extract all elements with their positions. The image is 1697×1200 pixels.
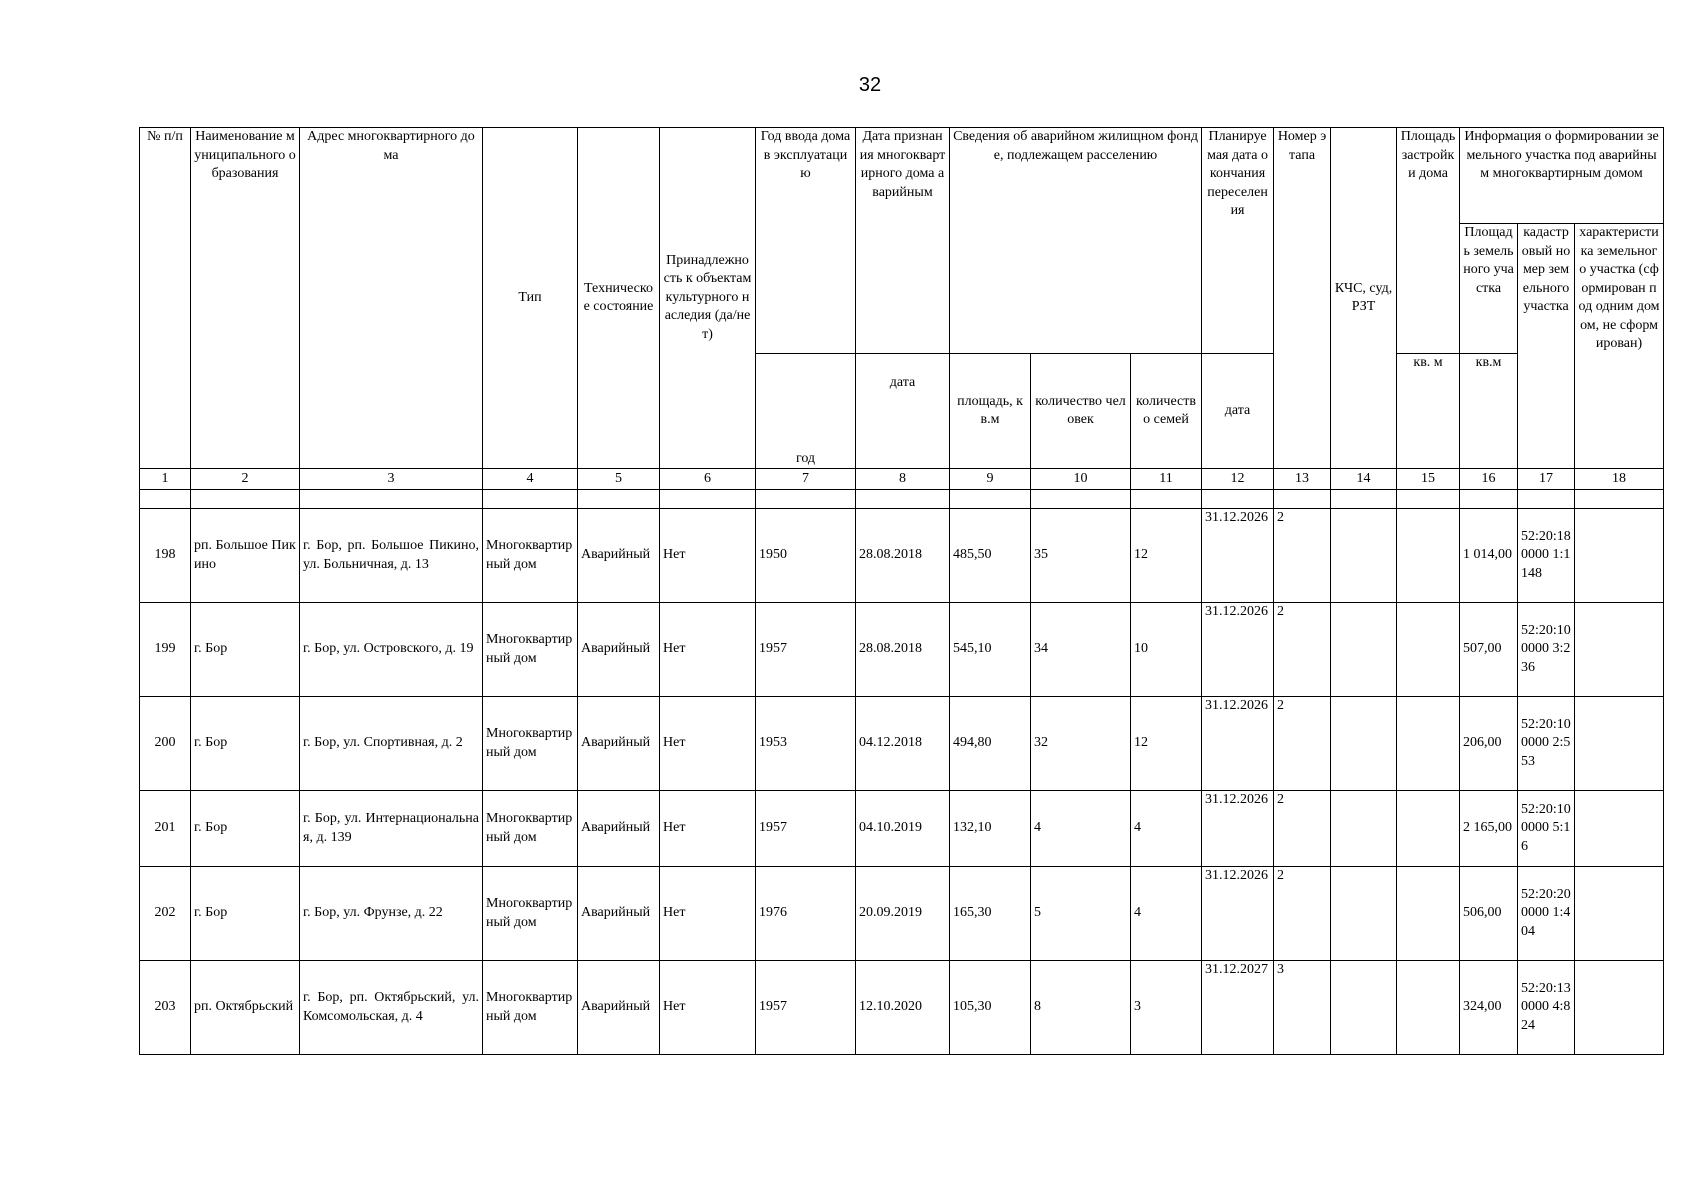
column-number: 4 [483, 469, 578, 490]
cell-heritage: Нет [660, 791, 756, 867]
header-building-area: Площадь застройки дома [1397, 128, 1460, 354]
column-number: 12 [1202, 469, 1274, 490]
cell-stage-number: 2 [1274, 509, 1331, 603]
cell-row-number: 199 [140, 603, 191, 697]
cell-building-area [1397, 961, 1460, 1055]
page-number: 32 [858, 74, 882, 96]
column-number: 7 [756, 469, 856, 490]
cell-land-area: 507,00 [1460, 603, 1518, 697]
cell-kchs [1331, 867, 1397, 961]
cell-row-number: 201 [140, 791, 191, 867]
header-technical-state: Техническое состояние [578, 128, 660, 469]
column-number: 8 [856, 469, 950, 490]
header-cadastral-number: кадастровый номер земельного участка [1518, 224, 1575, 469]
column-number: 18 [1575, 469, 1664, 490]
cell-planned-date: 31.12.2026 [1202, 867, 1274, 961]
column-numbers-row [140, 469, 1664, 490]
header-land-group: Информация о формировании земельного участка под аварийным многоквартирным домом [1460, 128, 1664, 224]
cell-commission-year: 1957 [756, 603, 856, 697]
emergency-housing-table [139, 127, 1664, 1055]
cell-row-number: 203 [140, 961, 191, 1055]
cell-land-characteristic [1575, 867, 1664, 961]
cell-address: г. Бор, ул. Спортивная, д. 2 [300, 697, 483, 791]
cell-municipality: г. Бор [191, 791, 300, 867]
cell-kchs [1331, 961, 1397, 1055]
cell-area: 485,50 [950, 509, 1031, 603]
cell-people-count: 34 [1031, 603, 1131, 697]
cell-municipality: рп. Октябрьский [191, 961, 300, 1055]
cell-building-type: Многоквартирный дом [483, 509, 578, 603]
cell-row-number: 202 [140, 867, 191, 961]
cell-area: 132,10 [950, 791, 1031, 867]
header-emergency-date: Дата признания многоквартирного дома аварийным [856, 128, 950, 354]
cell-land-area: 2 165,00 [1460, 791, 1518, 867]
cell-stage-number: 3 [1274, 961, 1331, 1055]
cell-heritage: Нет [660, 961, 756, 1055]
column-number: 1 [140, 469, 191, 490]
column-number: 9 [950, 469, 1031, 490]
cell-land-area: 506,00 [1460, 867, 1518, 961]
table-row [140, 697, 1664, 791]
column-number: 6 [660, 469, 756, 490]
cell-building-area [1397, 867, 1460, 961]
table-header [140, 128, 1664, 509]
spacer-row [140, 490, 1664, 509]
cell-cadastral-number: 52:20:200000 1:404 [1518, 867, 1575, 961]
cell-stage-number: 2 [1274, 603, 1331, 697]
column-number: 10 [1031, 469, 1131, 490]
cell-address: г. Бор, рп. Октябрьский, ул. Комсомольская, д. 4 [300, 961, 483, 1055]
cell-kchs [1331, 791, 1397, 867]
cell-heritage: Нет [660, 603, 756, 697]
cell-building-type: Многоквартирный дом [483, 603, 578, 697]
column-number: 17 [1518, 469, 1575, 490]
cell-technical-state: Аварийный [578, 867, 660, 961]
cell-land-characteristic [1575, 509, 1664, 603]
cell-land-characteristic [1575, 697, 1664, 791]
column-number: 16 [1460, 469, 1518, 490]
cell-family-count: 3 [1131, 961, 1202, 1055]
column-number: 5 [578, 469, 660, 490]
cell-cadastral-number: 52:20:130000 4:824 [1518, 961, 1575, 1055]
cell-land-characteristic [1575, 961, 1664, 1055]
cell-emergency-date: 04.10.2019 [856, 791, 950, 867]
cell-address: г. Бор, ул. Фрунзе, д. 22 [300, 867, 483, 961]
cell-heritage: Нет [660, 509, 756, 603]
cell-heritage: Нет [660, 697, 756, 791]
cell-land-characteristic [1575, 791, 1664, 867]
cell-emergency-date: 12.10.2020 [856, 961, 950, 1055]
cell-family-count: 12 [1131, 697, 1202, 791]
header-municipality: Наименование муниципального образования [191, 128, 300, 469]
table-row [140, 791, 1664, 867]
cell-address: г. Бор, рп. Большое Пикино, ул. Больничная, д. 13 [300, 509, 483, 603]
table-row [140, 961, 1664, 1055]
cell-planned-date: 31.12.2026 [1202, 791, 1274, 867]
cell-municipality: рп. Большое Пикино [191, 509, 300, 603]
cell-commission-year: 1950 [756, 509, 856, 603]
cell-cadastral-number: 52:20:100000 2:553 [1518, 697, 1575, 791]
cell-technical-state: Аварийный [578, 791, 660, 867]
table-row [140, 509, 1664, 603]
cell-stage-number: 2 [1274, 697, 1331, 791]
cell-people-count: 5 [1031, 867, 1131, 961]
cell-emergency-date: 04.12.2018 [856, 697, 950, 791]
column-number: 13 [1274, 469, 1331, 490]
cell-building-area [1397, 603, 1460, 697]
cell-commission-year: 1957 [756, 791, 856, 867]
cell-heritage: Нет [660, 867, 756, 961]
header-address: Адрес многоквартирного дома [300, 128, 483, 469]
cell-family-count: 12 [1131, 509, 1202, 603]
column-number: 2 [191, 469, 300, 490]
cell-commission-year: 1957 [756, 961, 856, 1055]
cell-kchs [1331, 697, 1397, 791]
header-kchs: КЧС, суд, РЗТ [1331, 128, 1397, 469]
cell-kchs [1331, 509, 1397, 603]
table-row [140, 867, 1664, 961]
cell-family-count: 10 [1131, 603, 1202, 697]
cell-emergency-date: 28.08.2018 [856, 509, 950, 603]
header-planned-date-unit: дата [1202, 354, 1274, 469]
cell-stage-number: 2 [1274, 791, 1331, 867]
cell-land-characteristic [1575, 603, 1664, 697]
cell-kchs [1331, 603, 1397, 697]
header-year-unit: год [756, 354, 856, 469]
header-land-area-unit: кв.м [1460, 354, 1518, 469]
header-people-count: количество человек [1031, 354, 1131, 469]
cell-area: 494,80 [950, 697, 1031, 791]
header-cultural-heritage: Принадлежность к объектам культурного наследия (да/нет) [660, 128, 756, 469]
header-land-characteristic: характеристика земельного участка (сформирован под одним домом, не сформирован) [1575, 224, 1664, 469]
cell-planned-date: 31.12.2027 [1202, 961, 1274, 1055]
cell-technical-state: Аварийный [578, 961, 660, 1055]
column-number: 3 [300, 469, 483, 490]
cell-emergency-date: 20.09.2019 [856, 867, 950, 961]
cell-cadastral-number: 52:20:100000 3:236 [1518, 603, 1575, 697]
cell-building-type: Многоквартирный дом [483, 961, 578, 1055]
cell-planned-date: 31.12.2026 [1202, 509, 1274, 603]
header-type: Тип [483, 128, 578, 469]
cell-technical-state: Аварийный [578, 697, 660, 791]
cell-technical-state: Аварийный [578, 509, 660, 603]
cell-address: г. Бор, ул. Интернациональная, д. 139 [300, 791, 483, 867]
cell-stage-number: 2 [1274, 867, 1331, 961]
cell-building-type: Многоквартирный дом [483, 791, 578, 867]
cell-planned-date: 31.12.2026 [1202, 697, 1274, 791]
column-number: 15 [1397, 469, 1460, 490]
cell-family-count: 4 [1131, 791, 1202, 867]
header-land-area: Площадь земельного участка [1460, 224, 1518, 354]
cell-municipality: г. Бор [191, 867, 300, 961]
cell-municipality: г. Бор [191, 603, 300, 697]
cell-building-area [1397, 791, 1460, 867]
cell-land-area: 206,00 [1460, 697, 1518, 791]
cell-row-number: 200 [140, 697, 191, 791]
column-number: 11 [1131, 469, 1202, 490]
cell-family-count: 4 [1131, 867, 1202, 961]
header-stage-number: Номер этапа [1274, 128, 1331, 469]
cell-building-type: Многоквартирный дом [483, 697, 578, 791]
header-building-area-unit: кв. м [1397, 354, 1460, 469]
cell-building-area [1397, 697, 1460, 791]
cell-cadastral-number: 52:20:180000 1:1148 [1518, 509, 1575, 603]
cell-people-count: 35 [1031, 509, 1131, 603]
cell-people-count: 32 [1031, 697, 1131, 791]
cell-area: 545,10 [950, 603, 1031, 697]
cell-planned-date: 31.12.2026 [1202, 603, 1274, 697]
header-housing-group: Сведения об аварийном жилищном фонде, подлежащем расселению [950, 128, 1202, 354]
cell-commission-year: 1976 [756, 867, 856, 961]
table-row [140, 603, 1664, 697]
cell-building-area [1397, 509, 1460, 603]
cell-row-number: 198 [140, 509, 191, 603]
cell-area: 105,30 [950, 961, 1031, 1055]
column-number: 14 [1331, 469, 1397, 490]
header-planned-date: Планируемая дата окончания переселения [1202, 128, 1274, 354]
cell-people-count: 8 [1031, 961, 1131, 1055]
cell-municipality: г. Бор [191, 697, 300, 791]
header-date-unit: дата [856, 354, 950, 469]
cell-emergency-date: 28.08.2018 [856, 603, 950, 697]
header-area: площадь, кв.м [950, 354, 1031, 469]
header-row-number: № п/п [140, 128, 191, 469]
table-body [140, 509, 1664, 1055]
header-commission-year: Год ввода дома в эксплуатацию [756, 128, 856, 354]
cell-land-area: 1 014,00 [1460, 509, 1518, 603]
cell-people-count: 4 [1031, 791, 1131, 867]
cell-building-type: Многоквартирный дом [483, 867, 578, 961]
cell-area: 165,30 [950, 867, 1031, 961]
cell-land-area: 324,00 [1460, 961, 1518, 1055]
cell-address: г. Бор, ул. Островского, д. 19 [300, 603, 483, 697]
cell-cadastral-number: 52:20:100000 5:16 [1518, 791, 1575, 867]
cell-technical-state: Аварийный [578, 603, 660, 697]
cell-commission-year: 1953 [756, 697, 856, 791]
header-family-count: количество семей [1131, 354, 1202, 469]
